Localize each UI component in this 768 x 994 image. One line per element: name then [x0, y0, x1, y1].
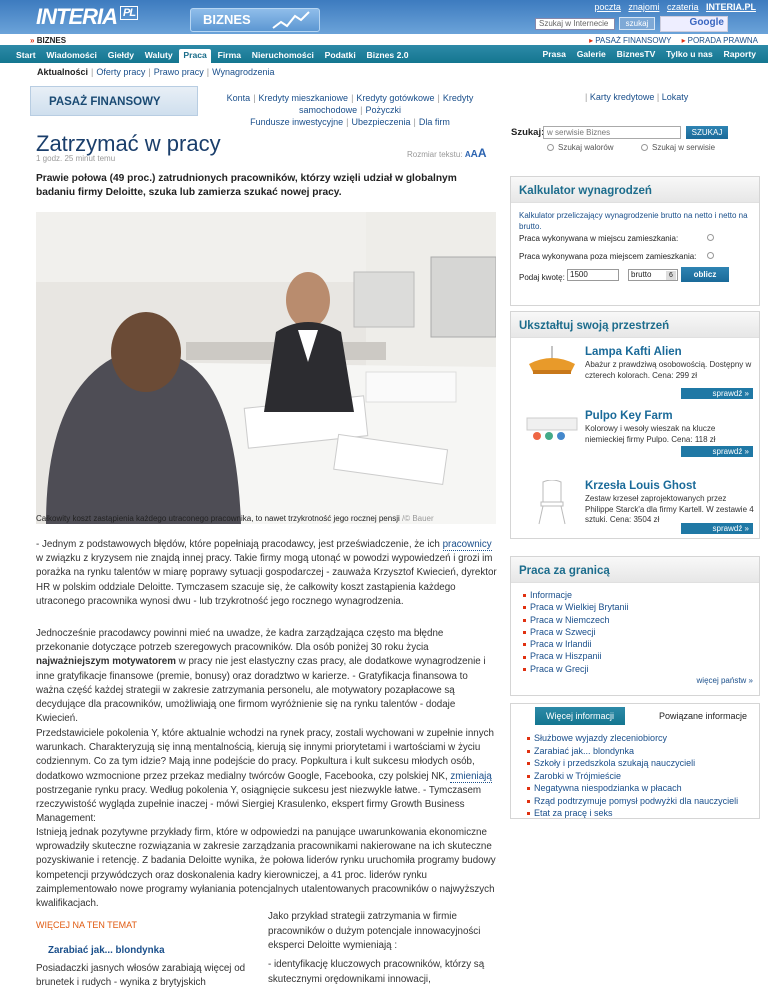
nav-start[interactable]: Start	[16, 50, 36, 60]
chair-image	[523, 480, 581, 526]
p2-text: Jednocześnie pracodawcy powinni mieć na uwadze, że kadra zarządzająca często ma błędne przekonanie dotyczące potrzeb szeregowych pracowników. Dla osób poniżej 30 roku życia	[36, 628, 444, 654]
subnav: Aktualności | Oferty pracy | Prawo pracy | Wynagrodzenia	[37, 67, 275, 77]
calc-row1-radio[interactable]	[707, 234, 714, 241]
product-desc: Zestaw krzeseł zaprojektowanych przez Philippe Starck'a dla firmy Kartell. W zestawie 4 sztuki. Cena: 3504 zł	[585, 494, 754, 524]
pasaz-link[interactable]: Lokaty	[661, 92, 689, 102]
pasaz-link[interactable]: Dla firm	[418, 117, 450, 127]
calc-type-select[interactable]: brutto	[628, 269, 678, 281]
product-check-button[interactable]: sprawdź »	[681, 523, 753, 534]
subnav-oferty[interactable]: Oferty pracy	[96, 67, 146, 77]
p1-text: w związku z kryzysem nie znajdą innej pracy. Takie firmy mogą utonąć w powodzi wypowiedzeń i grozi im porażka na rynku talentów w miarę poprawy sytuacji gospodarczej - zauważa Krzysztof Kwiecień, dyrektor HR w polskim oddziale Deloitte. Tymczasem szacuje się, że całkowity koszt zastąpienia każdego utraconego pracownika wynosi dwu - lub trzykrotność jego rocznego wynagrodzenia.	[36, 553, 497, 607]
radio-icon	[547, 144, 554, 151]
subnav-aktualnosci[interactable]: Aktualności	[37, 67, 89, 77]
dropdown-arrow-icon[interactable]: 6	[666, 271, 676, 280]
search-option-serwis[interactable]	[641, 143, 715, 152]
radio-icon	[641, 144, 648, 151]
abroad-list	[523, 589, 629, 675]
photo-caption	[36, 514, 434, 523]
related-label: WIĘCEJ NA TEN TEMAT	[36, 920, 138, 930]
top-link-znajomi[interactable]: znajomi	[628, 2, 660, 12]
list-item[interactable]: Praca w Grecji	[523, 663, 629, 675]
list-item[interactable]: Rząd podtrzymuje pomysł podwyżki dla nauczycieli	[527, 795, 738, 808]
breadcrumb	[30, 36, 66, 45]
calc-amount-input[interactable]: 1500	[567, 269, 619, 281]
nav-gieldy[interactable]: Giełdy	[107, 50, 134, 60]
abroad-title: Praca za granicą	[511, 557, 759, 583]
article-col2-text2: - identyfikację kluczowych pracowników, którzy są skutecznymi orędownikami innowacji,	[268, 959, 485, 985]
abroad-box	[510, 556, 760, 696]
logo-text: INTERIA	[36, 4, 117, 29]
header-search-button[interactable]: szukaj	[619, 17, 655, 30]
article-paragraph-2	[36, 627, 498, 726]
product-title[interactable]: Lampa Kafti Alien	[585, 346, 682, 358]
p3-text: postrzeganie rynku pracy. Według pokolenia Y, osiągnięcie sukcesu jest niezwykle łatwe. - Tymczasem rzeczywistość wygląda zupełnie inaczej - mówi Siergiej Krasulenko, ekspert firmy Growth Business Management:	[36, 784, 482, 825]
nav-podatki[interactable]: Podatki	[324, 50, 356, 60]
calc-amount-label: Podaj kwotę:	[519, 273, 565, 282]
nav-tylko-u-nas[interactable]: Tylko u nas	[666, 49, 713, 59]
list-item[interactable]: Praca w Irlandii	[523, 638, 629, 650]
top-links	[589, 2, 756, 12]
subnav-wynagrodzenia[interactable]: Wynagrodzenia	[212, 67, 275, 77]
pasaz-link[interactable]: Kredyty gotówkowe	[356, 93, 435, 103]
lamp-image	[523, 346, 581, 392]
top-link-poczta[interactable]: poczta	[594, 2, 621, 12]
top-link-interia[interactable]: INTERIA.PL	[705, 2, 756, 12]
calc-submit-button[interactable]: oblicz	[681, 267, 729, 282]
font-size-label: Rozmiar tekstu:	[407, 150, 463, 159]
calculator-title: Kalkulator wynagrodzeń	[511, 177, 759, 203]
pasaz-link[interactable]: Konta	[226, 93, 251, 103]
nav-bizneskv[interactable]: BiznesTV	[616, 49, 656, 59]
list-item[interactable]: Szkoły i przedszkola szukają nauczycieli	[527, 757, 738, 770]
p2-bold: najważniejszym motywatorem	[36, 656, 176, 668]
product-title[interactable]: Krzesła Louis Ghost	[585, 480, 697, 492]
pasaz-box[interactable]	[30, 86, 198, 116]
calc-row2-radio[interactable]	[707, 252, 714, 259]
tab-related-info[interactable]: Powiązane informacje	[658, 711, 748, 721]
link-pracownicy[interactable]: pracownicy	[442, 539, 492, 550]
product-desc: Abażur z prawdziwą osobowością. Dostępny w czterech kolorach. Cena: 299 zł	[585, 360, 752, 380]
pasaz-links: Konta | Kredyty mieszkaniowe | Kredyty gotówkowe | Kredyty samochodowe | Pożyczki Fundusze inwestycyjne | Ubezpieczenia | Dla firm	[226, 93, 474, 127]
pasaz-link[interactable]: Pożyczki	[365, 105, 401, 115]
article-time: 1 godz. 25 minut temu	[36, 154, 116, 163]
top-header	[0, 0, 768, 34]
pasaz-links-right: | Karty kredytowe | Lokaty	[585, 92, 689, 102]
list-item[interactable]: Praca w Szwecji	[523, 626, 629, 638]
nav-right	[538, 45, 760, 63]
nav-left	[12, 45, 413, 63]
chart-logo-icon	[271, 10, 311, 32]
related-desc: Posiadaczki jasnych włosów zarabiają więcej od brunetek i rudych - wynika z brytyjskich	[36, 963, 246, 988]
caption-text: Całkowity koszt zastąpienia każdego utraconego pracownika, to nawet trzykrotność jego rocznej pensji	[36, 514, 400, 523]
subnav-prawo[interactable]: Prawo pracy	[153, 67, 204, 77]
info-list	[527, 732, 738, 820]
opt1-label: Szukaj walorów	[558, 143, 614, 152]
pasaz-link[interactable]: Fundusze inwestycyjne	[250, 117, 344, 127]
list-item[interactable]: Praca w Hiszpanii	[523, 650, 629, 662]
main-nav	[0, 45, 768, 63]
interia-logo[interactable]	[36, 4, 138, 30]
nav-nieruchomosci[interactable]: Nieruchomości	[251, 50, 314, 60]
nav-firma[interactable]: Firma	[217, 50, 242, 60]
article-paragraph-4: Istnieją jednak pozytywne przykłady firm, które w odpowiedzi na panujące uwarunkowania ekonomiczne wprowadziły skuteczne rozwiązania w zakresie zarządzania pracownikami nakierowane na ich skuteczne pozyskiwanie i retencję. Z badania Deloitte wynika, że połowa liderów rynku uruchomiła programy budowy kompetencji przywódczych oraz doskonalenia kadry kierowniczej, a 41 proc. liderów rynku zaimplementowało nowe programy wyłaniania potencjalnych utalentowanych pracowników o najwyższych kwalifikacjach.	[36, 827, 496, 910]
utility-links	[581, 36, 758, 45]
top-link-czateria[interactable]: czateria	[666, 2, 699, 12]
font-size-switcher	[407, 146, 487, 160]
article-paragraph-3	[36, 727, 498, 826]
nav-raporty[interactable]: Raporty	[723, 49, 756, 59]
nav-praca[interactable]: Praca	[179, 49, 210, 63]
p1-text: - Jednym z podstawowych błędów, które popełniają pracodawcy, jest przeświadczenie, że ich	[36, 539, 440, 550]
article-paragraph-1	[36, 538, 498, 609]
products-title: Ukształtuj swoją przestrzeń	[511, 312, 759, 338]
calc-row2-label: Praca wykonywana poza miejscem zamieszkania:	[519, 252, 697, 261]
products-box	[510, 311, 760, 539]
list-item[interactable]: Zarobki w Trójmieście	[527, 770, 738, 783]
caption-source: /© Bauer	[401, 514, 434, 523]
product-title[interactable]: Pulpo Key Farm	[585, 410, 673, 422]
list-item[interactable]: Praca w Wielkiej Brytanii	[523, 601, 629, 613]
p3-text: Przedstawiciele pokolenia Y, które aktualnie wchodzi na rynek pracy, zostali wychowani w zupełnie innych warunkach. Charakteryzują się inną mentalnością, kierują się innymi priorytetami i wartościami w życiu codziennym. Co za tym idzie? Mają inne podejście do pracy. Popkultura i kult sukcesu młodych osób, dodatkowo wzmocnione przez przekaz medialny twórców Google, Facebooka, czy polskiej NK,	[36, 728, 494, 782]
nav-waluty[interactable]: Waluty	[144, 50, 173, 60]
p2-text: w pracy nie jest elastyczny czas pracy, ale dodatkowe wynagrodzenie i inne gratyfikacje finansowe (premie, bonusy) oraz doradztwo w karierze. - Gratyfikacja finansowa to ważna część każdej strategii w zakresie zatrzymania personelu, ale motywatory pozapłacowe są decydujące dla pracowników, umożliwiają one firmom wyróżnienie się na rynku talentów - dodaje Kwiecień.	[36, 656, 486, 725]
nav-galerie[interactable]: Galerie	[576, 49, 606, 59]
article-col2-text: Jako przykład strategii zatrzymania w firmie pracowników o dużym potencjale innowacyjności eksperci Deloitte wymieniają :	[268, 911, 481, 951]
nav-biznes20[interactable]: Biznes 2.0	[366, 50, 409, 60]
logo-suffix: PL	[120, 6, 138, 20]
list-item[interactable]: Negatywna niespodzianka w płacach	[527, 782, 738, 795]
header-search-input[interactable]: Szukaj w Internecie	[535, 18, 615, 30]
article-photo	[36, 212, 496, 524]
opt2-label: Szukaj w serwisie	[652, 143, 716, 152]
tab-more-info[interactable]: Więcej informacji	[535, 707, 625, 725]
font-size-large[interactable]: A	[477, 146, 487, 160]
related-title[interactable]: Zarabiać jak... blondynka	[48, 945, 165, 956]
nav-wiadomosci[interactable]: Wiadomości	[46, 50, 97, 60]
article-lead: Prawie połowa (49 proc.) zatrudnionych pracowników, którzy wzięli udział w globalnym badaniu firmy Deloitte, szuka lub zamierza szukać nowej pracy.	[36, 173, 457, 198]
breadcrumb-biznes[interactable]: BIZNES	[36, 36, 67, 45]
list-item[interactable]: Służbowe wyjazdy zleceniobiorcy	[527, 732, 738, 745]
article-title: Zatrzymać w pracy	[36, 131, 221, 156]
calculator-desc: Kalkulator przeliczający wynagrodzenie brutto na netto i netto na brutto.	[519, 211, 748, 231]
breadcrumb-arrow-icon: »	[30, 36, 35, 45]
biznes-tab-label: BIZNES	[203, 12, 251, 27]
pasaz-link[interactable]: Ubezpieczenia	[351, 117, 411, 127]
font-size-small[interactable]: A	[464, 150, 471, 159]
list-item[interactable]: Informacje	[523, 589, 629, 601]
pasaz-link[interactable]: Kredyty samochodowe	[299, 93, 474, 115]
biznes-section-tab[interactable]	[190, 8, 320, 32]
product-check-button[interactable]: sprawdź »	[681, 388, 753, 399]
list-item[interactable]: Praca w Niemczech	[523, 614, 629, 626]
info-tabs	[510, 703, 760, 819]
link-zmieniaja[interactable]: zmieniają	[450, 770, 492, 782]
link-pasaz-finansowy[interactable]: ▸ PASAŻ FINANSOWY	[589, 36, 671, 45]
pasaz-link[interactable]: Kredyty mieszkaniowe	[258, 93, 349, 103]
nav-prasa[interactable]: Prasa	[542, 49, 566, 59]
font-size-medium[interactable]: A	[470, 149, 478, 160]
more-countries-link[interactable]: więcej państw »	[696, 676, 753, 685]
right-search-button[interactable]: SZUKAJ	[686, 126, 728, 139]
product-check-button[interactable]: sprawdź »	[681, 446, 753, 457]
google-logo: Google	[660, 16, 728, 32]
salary-calculator	[510, 176, 760, 306]
list-item[interactable]: Etat za pracę i seks	[527, 807, 738, 820]
list-item[interactable]: Zarabiać jak... blondynka	[527, 745, 738, 758]
right-search-input[interactable]: w serwisie Biznes	[543, 126, 681, 139]
link-porada-prawna[interactable]: ▸ PORADA PRAWNA	[682, 36, 758, 45]
product-desc: Kolorowy i wesoły wieszak na klucze niemieckiej firmy Pulpo. Cena: 118 zł	[585, 424, 716, 444]
right-search-label: Szukaj:	[511, 127, 545, 138]
key-holder-image	[523, 410, 581, 456]
pasaz-link[interactable]: Karty kredytowe	[589, 92, 655, 102]
search-option-walory[interactable]	[547, 143, 614, 152]
calc-row1-label: Praca wykonywana w miejscu zamieszkania:	[519, 234, 679, 243]
pasaz-title: PASAŻ FINANSOWY	[49, 96, 161, 108]
